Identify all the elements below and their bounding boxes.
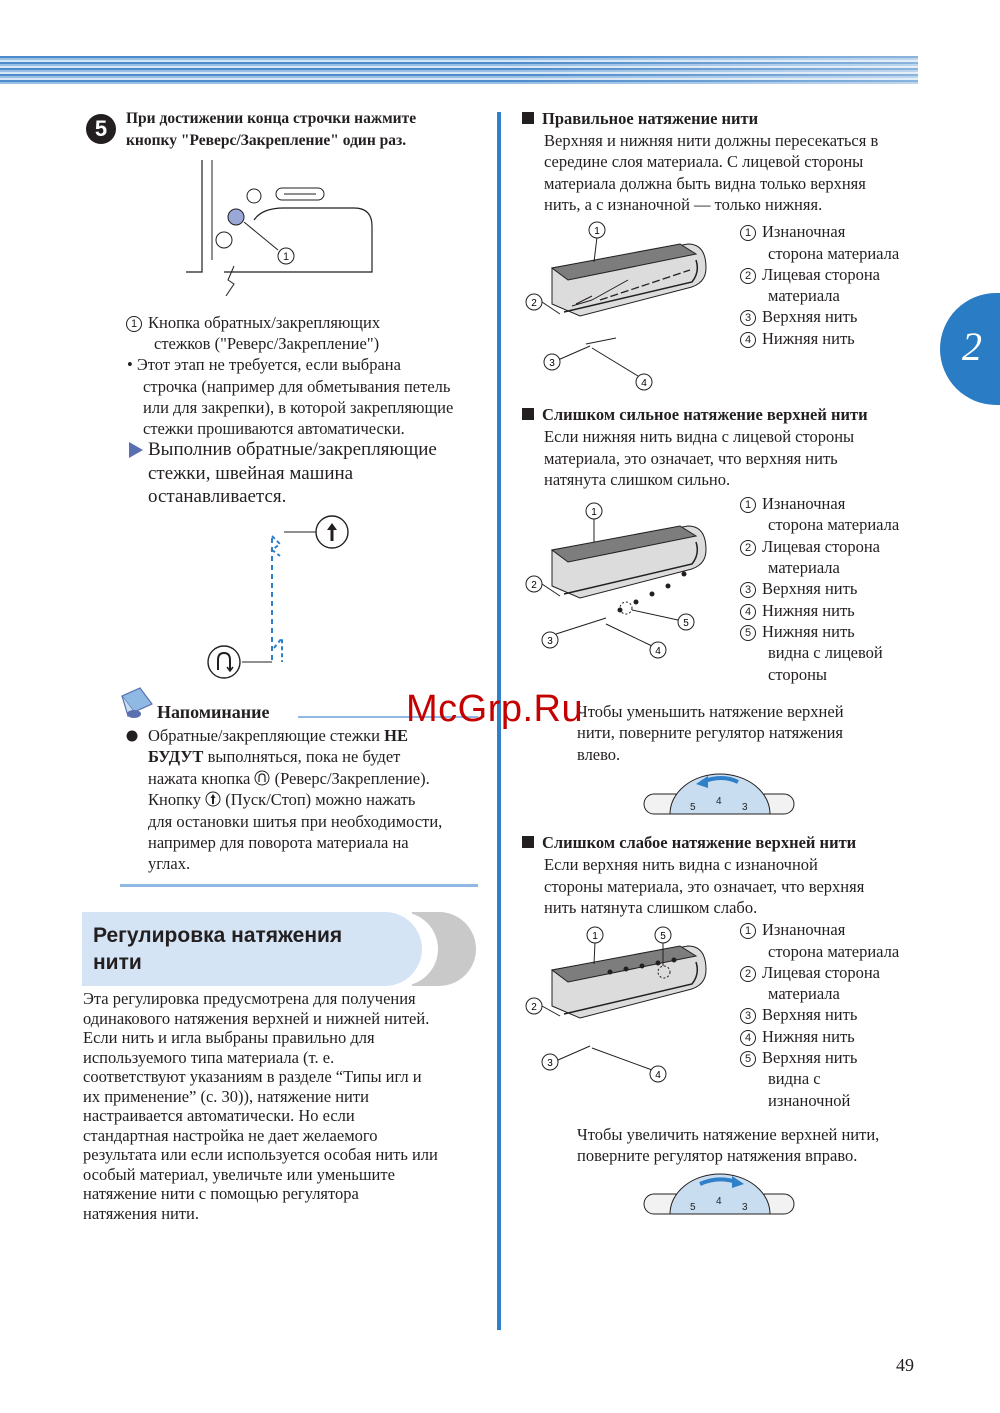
loose-legend-5b: видна с (768, 1069, 821, 1088)
dial-num-5: 5 (690, 802, 696, 813)
step-text-line1: При достижении конца строчки нажмите (126, 110, 417, 127)
loose-body-line2: стороны материала, это означает, что верхняя (544, 877, 865, 896)
loose-legend-4 (740, 1026, 855, 1047)
legend-num: 2 (740, 966, 756, 982)
tight-body-line2: материала, это означает, что верхняя нить (544, 449, 838, 468)
tight-instruction-line3: влево. (577, 745, 621, 764)
reminder-line1 (148, 725, 408, 747)
fig-tight-callout-5: 5 (683, 618, 689, 629)
fig-correct-callout-1: 1 (594, 226, 600, 237)
header-stripe-bar (0, 56, 918, 84)
legend-num: 4 (740, 1030, 756, 1046)
section-body-line1: Эта регулировка предусмотрена для получения (83, 989, 416, 1008)
bullet-note-line4: стежки прошиваются автоматически. (143, 419, 405, 438)
legend-text: Лицевая сторона (762, 265, 881, 284)
dial-num-4: 4 (716, 796, 722, 807)
legend-text: Лицевая сторона (762, 537, 881, 556)
legend-text: Изнаночная (762, 222, 846, 241)
legend-text: Лицевая сторона (762, 963, 881, 982)
result-arrow-icon (128, 441, 144, 459)
too-loose-figure (520, 922, 720, 1087)
caption1-line1 (126, 312, 380, 334)
legend-num: 4 (740, 332, 756, 348)
loose-legend-2b: материала (768, 984, 840, 1003)
correct-body-line3: материала должна быть видна только верхняя (544, 174, 866, 193)
fig-loose-callout-2: 2 (531, 1002, 537, 1013)
watermark: McGrp.Ru (406, 688, 584, 730)
bullet-dot-icon (126, 730, 138, 742)
result-line1: Выполнив обратные/закрепляющие (148, 439, 437, 460)
correct-legend-2b: материала (768, 286, 840, 305)
heading-too-tight (522, 404, 868, 426)
correct-legend-4 (740, 328, 855, 349)
legend-text: Изнаночная (762, 494, 846, 513)
section-body-line8: стандартная настройка не дает желаемого (83, 1125, 378, 1145)
reminder-title: Напоминание (157, 702, 270, 722)
section-body-line12: натяжения нити. (83, 1203, 200, 1223)
legend-num: 5 (740, 1051, 756, 1067)
correct-body-line1: Верхняя и нижняя нити должны пересекаться в (544, 131, 879, 150)
reminder-line4-text-a: Кнопку (148, 790, 206, 809)
loose-legend-3 (740, 1004, 857, 1025)
legend-num: 3 (740, 310, 756, 326)
legend-num: 5 (740, 625, 756, 641)
fig-tight-callout-2: 2 (531, 580, 537, 591)
legend-text: Нижняя нить (762, 622, 855, 641)
reminder-line7: углах. (148, 854, 191, 873)
dial-num-4: 4 (716, 1196, 722, 1207)
loose-instruction-line2: поверните регулятор натяжения вправо. (577, 1146, 858, 1165)
legend-text: Верхняя нить (762, 1048, 858, 1067)
reverse-stitch-figure (200, 510, 360, 680)
fig-loose-callout-5: 5 (660, 931, 666, 942)
reminder-bottom-rule (120, 884, 478, 887)
tension-dial-right-figure (642, 1170, 798, 1218)
loose-legend-1b: сторона материала (768, 942, 900, 961)
loose-legend-1 (740, 919, 845, 940)
fig-tight-callout-4: 4 (655, 646, 661, 657)
tight-legend-4 (740, 600, 855, 621)
fig-correct-callout-3: 3 (549, 358, 555, 369)
reverse-button-figure (184, 160, 384, 300)
section-title-line2: нити (93, 951, 142, 974)
section-body-line11: натяжение нити с помощью регулятора (83, 1184, 359, 1203)
tight-instruction-line2: нити, поверните регулятор натяжения (577, 723, 843, 742)
reminder-line3-text-b: (Реверс/Закрепление). (270, 769, 430, 788)
section-body-line4: используемого типа материала (т. е. (83, 1047, 335, 1067)
dial-num-3: 3 (742, 1202, 748, 1213)
callout-1: 1 (126, 316, 142, 332)
section-body-line7: настраивается автоматически. Но если (83, 1106, 355, 1125)
bullet-note-line1: • Этот этап не требуется, если выбрана (127, 355, 401, 374)
fig-loose-callout-1: 1 (592, 931, 598, 942)
bullet-note-line3: или для закрепки), в которой закрепляющие (143, 398, 454, 417)
caption1-text: Кнопка обратных/закрепляющих (148, 313, 381, 332)
correct-body-line2: середине слоя материала. С лицевой стороны (544, 152, 864, 171)
loose-legend-5c: изнаночной (768, 1091, 851, 1110)
legend-text: Верхняя нить (762, 1005, 858, 1024)
heading-too-tight-text: Слишком сильное натяжение верхней нити (542, 405, 868, 424)
section-body-line3: Если нить и игла выбраны правильно для (83, 1028, 375, 1047)
reminder-line5: для остановки шитья при необходимости, (148, 812, 443, 831)
reminder-line4-text-b: (Пуск/Стоп) можно нажать (221, 790, 416, 809)
legend-text: Нижняя нить (762, 601, 855, 620)
bullet-note-line2: строчка (например для обметывания петель (143, 377, 451, 396)
tight-legend-3 (740, 578, 857, 599)
chapter-tab (940, 293, 1000, 405)
fig-loose-callout-4: 4 (655, 1070, 661, 1081)
reminder-line1-text: Обратные/закрепляющие стежки (148, 726, 385, 745)
heading-correct-text: Правильное натяжение нити (542, 109, 759, 128)
tight-legend-5b: видна с лицевой (768, 643, 883, 662)
correct-legend-2 (740, 264, 880, 285)
loose-body-line3: нить натянута слишком слабо. (544, 898, 758, 917)
result-line2: стежки, швейная машина (148, 463, 354, 484)
figure1-callout: 1 (282, 251, 290, 263)
correct-legend-3 (740, 306, 857, 327)
reminder-line4 (148, 789, 415, 811)
fig-correct-callout-2: 2 (531, 298, 537, 309)
dial-num-5: 5 (690, 1202, 696, 1213)
tight-legend-1 (740, 493, 845, 514)
tight-body-line3: натянута слишком сильно. (544, 470, 731, 489)
legend-num: 1 (740, 225, 756, 241)
heading-too-loose (522, 832, 856, 854)
legend-text: Нижняя нить (762, 329, 855, 348)
legend-num: 1 (740, 497, 756, 513)
correct-legend-1b: сторона материала (768, 244, 900, 263)
reminder-line6: например для поворота материала на (148, 833, 409, 852)
reminder-line2-bold: БУДУТ (148, 747, 204, 766)
fig-loose-callout-3: 3 (547, 1058, 553, 1069)
reminder-line2 (148, 746, 400, 768)
legend-num: 3 (740, 1008, 756, 1024)
tight-legend-1b: сторона материала (768, 515, 900, 534)
chapter-number: 2 (962, 324, 982, 369)
fig-correct-callout-4: 4 (641, 378, 647, 389)
fig-tight-callout-3: 3 (547, 636, 553, 647)
memo-icon (118, 686, 156, 722)
legend-text: Изнаночная (762, 920, 846, 939)
legend-num: 1 (740, 923, 756, 939)
reminder-line2-text: выполняться, пока не будет (203, 747, 401, 766)
reminder-line3 (148, 768, 430, 790)
caption1-line2: стежков ("Реверс/Закрепление") (154, 334, 380, 353)
loose-instruction-line1: Чтобы увеличить натяжение верхней нити, (577, 1125, 880, 1144)
section-body-line10: особый материал, увеличьте или уменьшите (83, 1164, 395, 1184)
section-body-line2: одинакового натяжения верхней и нижней нитей. (83, 1008, 430, 1028)
dial-num-3: 3 (742, 802, 748, 813)
reminder-line3-text-a: нажата кнопка (148, 769, 255, 788)
tight-body-line1: Если нижняя нить видна с лицевой стороны (544, 427, 855, 446)
legend-num: 2 (740, 268, 756, 284)
tension-dial-left-figure (642, 770, 798, 818)
reminder-line1-bold: НЕ (384, 726, 408, 745)
too-tight-figure (520, 496, 720, 666)
legend-text: Верхняя нить (762, 579, 858, 598)
step-number-badge: 5 (86, 114, 116, 144)
correct-legend-1 (740, 221, 845, 242)
legend-text: Нижняя нить (762, 1027, 855, 1046)
heading-too-loose-text: Слишком слабое натяжение верхней нити (542, 833, 857, 852)
legend-num: 2 (740, 540, 756, 556)
section-title-line1: Регулировка натяжения (93, 924, 343, 947)
correct-body-line4: нить, а с изнаночной — только нижняя. (544, 195, 823, 214)
tight-legend-2b: материала (768, 558, 840, 577)
correct-tension-figure (520, 220, 720, 395)
step-text-line2: кнопку "Реверс/Закрепление" один раз. (126, 132, 407, 149)
legend-num: 4 (740, 604, 756, 620)
square-bullet-icon (522, 408, 534, 420)
fig-tight-callout-1: 1 (591, 507, 597, 518)
square-bullet-icon (522, 836, 534, 848)
tight-legend-5c: стороны (768, 665, 827, 684)
loose-body-line1: Если верхняя нить видна с изнаночной (544, 855, 818, 874)
legend-num: 3 (740, 582, 756, 598)
section-body-line6: их применение” (с. 30)), натяжение нити (83, 1086, 369, 1106)
legend-text: Верхняя нить (762, 307, 858, 326)
tight-instruction-line1: Чтобы уменьшить натяжение верхней (577, 702, 844, 721)
tight-legend-5 (740, 621, 855, 642)
page-number: 49 (896, 1355, 914, 1375)
loose-legend-2 (740, 962, 880, 983)
reverse-inline-icon (254, 770, 270, 786)
section-body-line5: соответствуют указаниям в разделе “Типы игл и (83, 1067, 422, 1086)
heading-correct (522, 108, 758, 130)
square-bullet-icon (522, 112, 534, 124)
start-stop-inline-icon (205, 791, 221, 807)
section-body-line9: результата или если используется особая нить или (83, 1145, 438, 1164)
tight-legend-2 (740, 536, 880, 557)
loose-legend-5 (740, 1047, 857, 1068)
result-line3: останавливается. (148, 486, 287, 507)
